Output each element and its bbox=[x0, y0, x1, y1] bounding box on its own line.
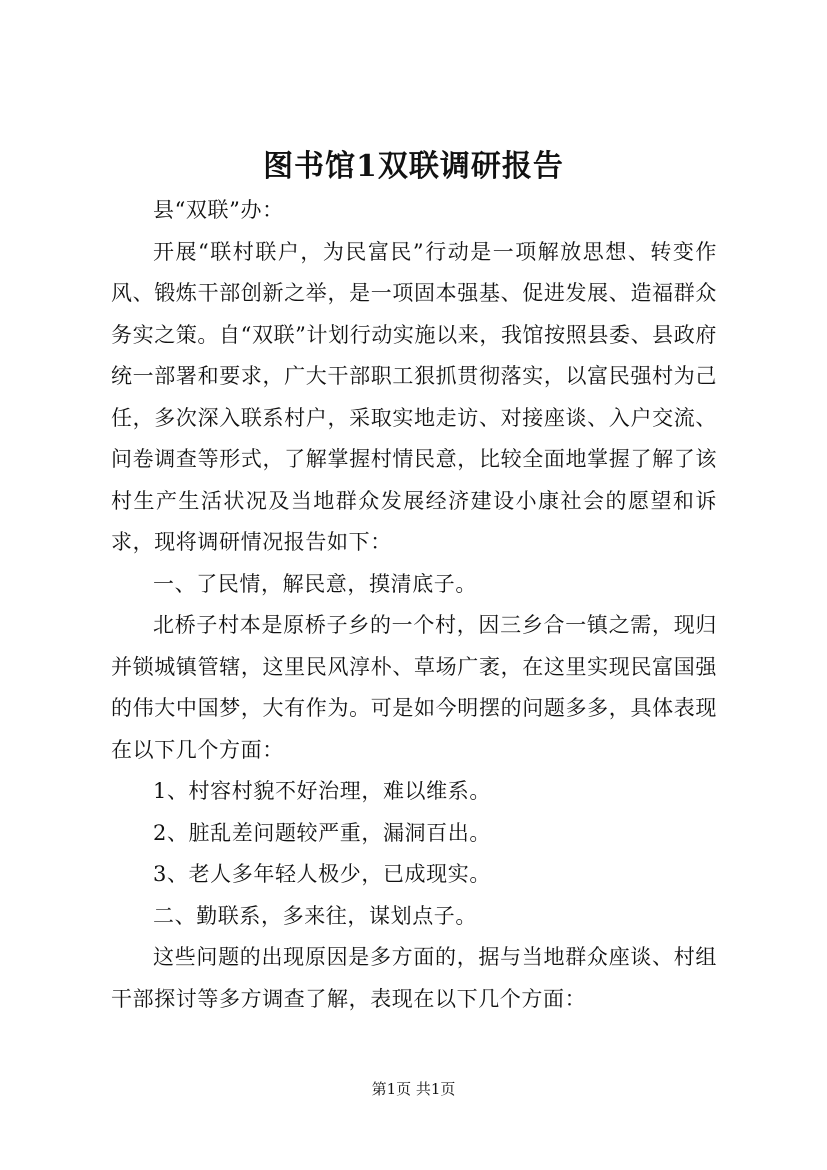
list-item: 2、脏乱差问题较严重，漏洞百出。 bbox=[153, 820, 491, 845]
salutation: 县“双联”办： bbox=[153, 198, 284, 222]
section-heading: 一、了民情，解民意，摸清底子。 bbox=[153, 571, 477, 596]
section-heading: 二、勤联系，多来往，谋划点子。 bbox=[153, 903, 477, 928]
paragraph: 开展“联村联户，为民富民”行动是一项解放思想、转变作风、锻炼干部创新之举，是一项固本强基、促进发展、造福群众务实之策。自“双联”计划行动实施以来，我馆按照县委、县政府统一部署和要求，广大干部职工狠抓贯彻落实，以富民强村为己任，多次深入联系村户，采取实地走访、对接座谈、入户交流、问卷调查等形式，了解掌握村情民意，比较全面地掌握了解了该村生产生活状况及当地群众发展经济建设小康社会的愿望和诉求，现将调研情况报告如下： bbox=[111, 239, 717, 554]
document-body bbox=[111, 190, 717, 1020]
paragraph: 这些问题的出现原因是多方面的，据与当地群众座谈、村组干部探讨等多方调查了解，表现在以下几个方面： bbox=[111, 945, 717, 1011]
list-item: 1、村容村貌不好治理，难以维系。 bbox=[153, 779, 491, 803]
list-item: 3、老人多年轻人极少，已成现实。 bbox=[153, 862, 491, 886]
page-footer: 第1页 共1页 bbox=[371, 1080, 456, 1098]
document-title: 图书馆1双联调研报告 bbox=[263, 149, 564, 184]
paragraph: 北桥子村本是原桥子乡的一个村，因三乡合一镇之需，现归并锁城镇管辖，这里民风淳朴、草场广袤，在这里实现民富国强的伟大中国梦，大有作为。可是如今明摆的问题多多，具体表现在以下几个方面： bbox=[111, 613, 717, 762]
